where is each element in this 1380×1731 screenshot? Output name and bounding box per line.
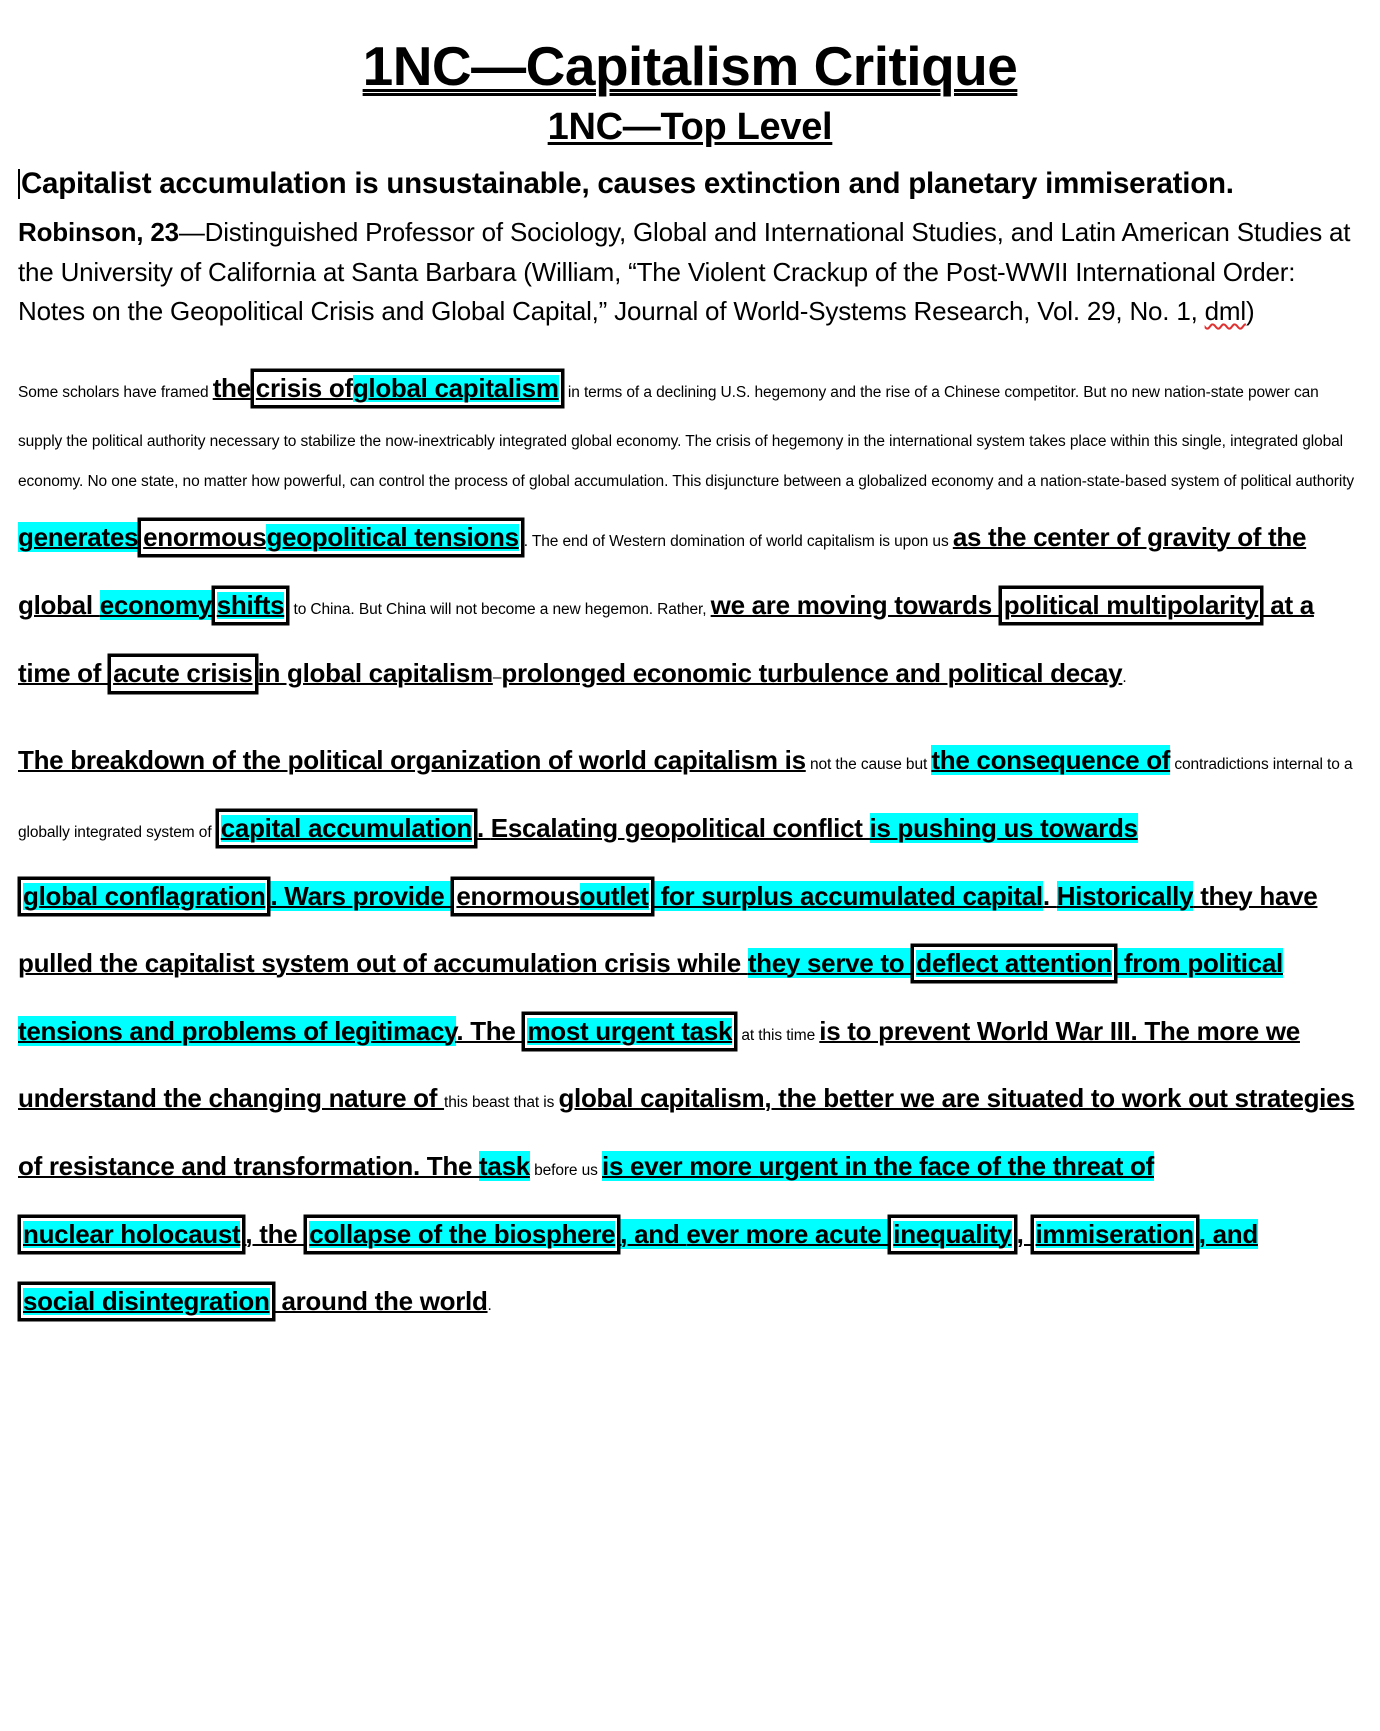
cite-qualification: Distinguished Professor of Sociology, Global and International Studies, and Latin American Studies at the University of California at Santa Barbara (William, “The Violent Crackup of the Post-WWII International Order: Notes on the Geopolitical Crisis and Global Capital,” Journal of World-Systems Research, Vol. 29, No. 1, [18, 217, 1351, 327]
card-text-emphasis: as the center of gravity of the global [18, 522, 1307, 621]
boxed-region [914, 947, 1114, 980]
page-title: 1NC—Capitalism Critique [362, 35, 1018, 97]
card-text-emphasis: . [1042, 880, 1057, 911]
boxed-region [21, 1218, 242, 1251]
card-text-highlighted: they serve to [747, 948, 912, 979]
card-text-highlighted: global capitalism [352, 372, 559, 403]
card-text-emphasis: . [476, 812, 491, 843]
card-text-highlighted: generates [18, 522, 139, 553]
card-paragraph-2 [18, 727, 1362, 1335]
card-text-highlighted: . Wars provide [270, 880, 452, 911]
card-text-plain: – [492, 669, 502, 687]
boxed-region [111, 657, 255, 690]
card-text-highlighted: Historically [1056, 880, 1194, 911]
card-paragraph-1 [18, 354, 1362, 708]
card-text-emphasis: global capitalism [558, 1083, 765, 1114]
card-text-highlighted: geopolitical tensions [266, 522, 519, 553]
card-text-plain: not the cause but [805, 756, 932, 774]
boxed-region [215, 589, 287, 622]
card-text-emphasis: in global capitalism [257, 658, 493, 689]
spellcheck-word: dml [1204, 296, 1246, 327]
card-text-emphasis: we are moving towards [710, 590, 999, 621]
tag-text: Capitalist accumulation is unsustainable, causes extinction and planetary immiseration. [21, 167, 1234, 201]
card-text-highlighted: immiseration [1035, 1218, 1194, 1249]
card-text-emphasis: prolonged economic turbulence and political decay [501, 658, 1123, 689]
card-text-plain: . The end of Western domination of world capitalism is upon us [523, 533, 953, 551]
card-text-highlighted: deflect attention [916, 948, 1112, 979]
boxed-region [21, 880, 267, 913]
card-text-emphasis: political multipolarity [1003, 590, 1259, 621]
card-text-highlighted: collapse of the biosphere [309, 1218, 616, 1249]
card-text-plain: at this time [737, 1026, 820, 1044]
boxed-region [254, 372, 561, 405]
card-text-plain: Some scholars have framed [18, 383, 213, 401]
card-text-emphasis: acute crisis [113, 658, 253, 689]
card-text-emphasis: enormous [456, 880, 580, 911]
card-text-highlighted: is pushing us towards [869, 812, 1138, 843]
card-text-highlighted: ever more acute [686, 1218, 889, 1249]
card-text-emphasis: . The [456, 1015, 523, 1046]
card-text-highlighted: global conflagration [23, 880, 266, 911]
card-text-emphasis: Escalating geopolitical conflict [490, 812, 870, 843]
card-text-highlighted: nuclear holocaust [23, 1218, 241, 1249]
card-text-highlighted: for surplus accumulated capital [653, 880, 1043, 911]
card-text-emphasis: The breakdown of the political organization of world capitalism is [18, 745, 806, 776]
argument-tag [18, 164, 1362, 205]
card-text-plain: in terms of a declining U.S. hegemony and the rise of a Chinese competitor. But no new nation-state power can supply the political authority necessary to stabilize the now-inextricably integrated global economy. The crisis of hegemony in the international system takes place within this single, integrated global economy. No one state, no matter how powerful, can control the process of global accumulation. This disjuncture between a globalized economy and a nation-state-based system of political authority [18, 383, 1355, 491]
card-text-highlighted: from political [1116, 948, 1283, 979]
card-text-highlighted: task [479, 1150, 530, 1181]
card-text-plain: this beast that is [444, 1094, 559, 1112]
card-text-highlighted: tensions and problems of legitimacy [18, 1015, 457, 1046]
card-text-plain: . [1122, 669, 1127, 687]
boxed-region [21, 1285, 272, 1318]
card-text-highlighted: capital accumulation [220, 812, 472, 843]
boxed-region [307, 1218, 617, 1251]
card-text-highlighted: urgent in [758, 1150, 874, 1181]
card-text-highlighted: the face of the threat of [874, 1150, 1154, 1181]
card-text-highlighted: , and [1198, 1218, 1258, 1249]
card-text-emphasis: at a time of [18, 590, 1314, 689]
card-text-emphasis: . The more we understand the changing nature of [18, 1015, 1300, 1114]
boxed-region [219, 812, 474, 845]
card-text-plain: contradictions internal to a globally integrated system of [18, 756, 1353, 841]
card-text-highlighted: is ever more [602, 1150, 759, 1181]
boxed-region [141, 521, 521, 554]
card-text-emphasis: . The [412, 1150, 480, 1181]
card-text-highlighted: most urgent task [527, 1015, 733, 1046]
card-text-emphasis: around the world [274, 1286, 488, 1317]
card-text-plain: . [487, 1297, 492, 1315]
card-text-emphasis: enormous [143, 522, 267, 553]
card-text-emphasis: is to prevent World War III [819, 1015, 1131, 1046]
boxed-region [525, 1015, 734, 1048]
card-text-plain: to China. But China will not become a new hegemon. Rather, [289, 601, 711, 619]
card-text-plain: before us [529, 1161, 603, 1179]
card-text-emphasis: crisis of [255, 372, 353, 403]
boxed-region [454, 880, 650, 913]
text-cursor [18, 169, 20, 199]
card-text-emphasis: , the [245, 1218, 305, 1249]
card-text-highlighted: inequality [893, 1218, 1012, 1249]
page-subtitle: 1NC—Top Level [547, 105, 833, 148]
card-text-highlighted: social disintegration [23, 1286, 270, 1317]
boxed-region [891, 1218, 1013, 1251]
boxed-region [1034, 1218, 1196, 1251]
card-text-emphasis: , [1016, 1218, 1031, 1249]
cite-close-paren: ) [1245, 296, 1255, 327]
card-text-highlighted: economy [99, 590, 212, 621]
card-text-highlighted: , and [620, 1218, 687, 1249]
card-text-highlighted: shifts [216, 590, 285, 621]
card-text-emphasis: the [212, 372, 251, 403]
card-text-highlighted: the consequence of [931, 745, 1171, 776]
cite-author: Robinson, 23 [18, 217, 179, 248]
cite-dash: — [178, 217, 205, 248]
card-text-emphasis: , the better we are situated to work out strategies of resistance and transformation [18, 1083, 1355, 1181]
card-text-highlighted: outlet [579, 880, 649, 911]
boxed-region [1002, 589, 1261, 622]
card-text-emphasis: they have pulled the capitalist system out of accumulation crisis while [18, 880, 1318, 979]
source-citation [18, 213, 1362, 332]
